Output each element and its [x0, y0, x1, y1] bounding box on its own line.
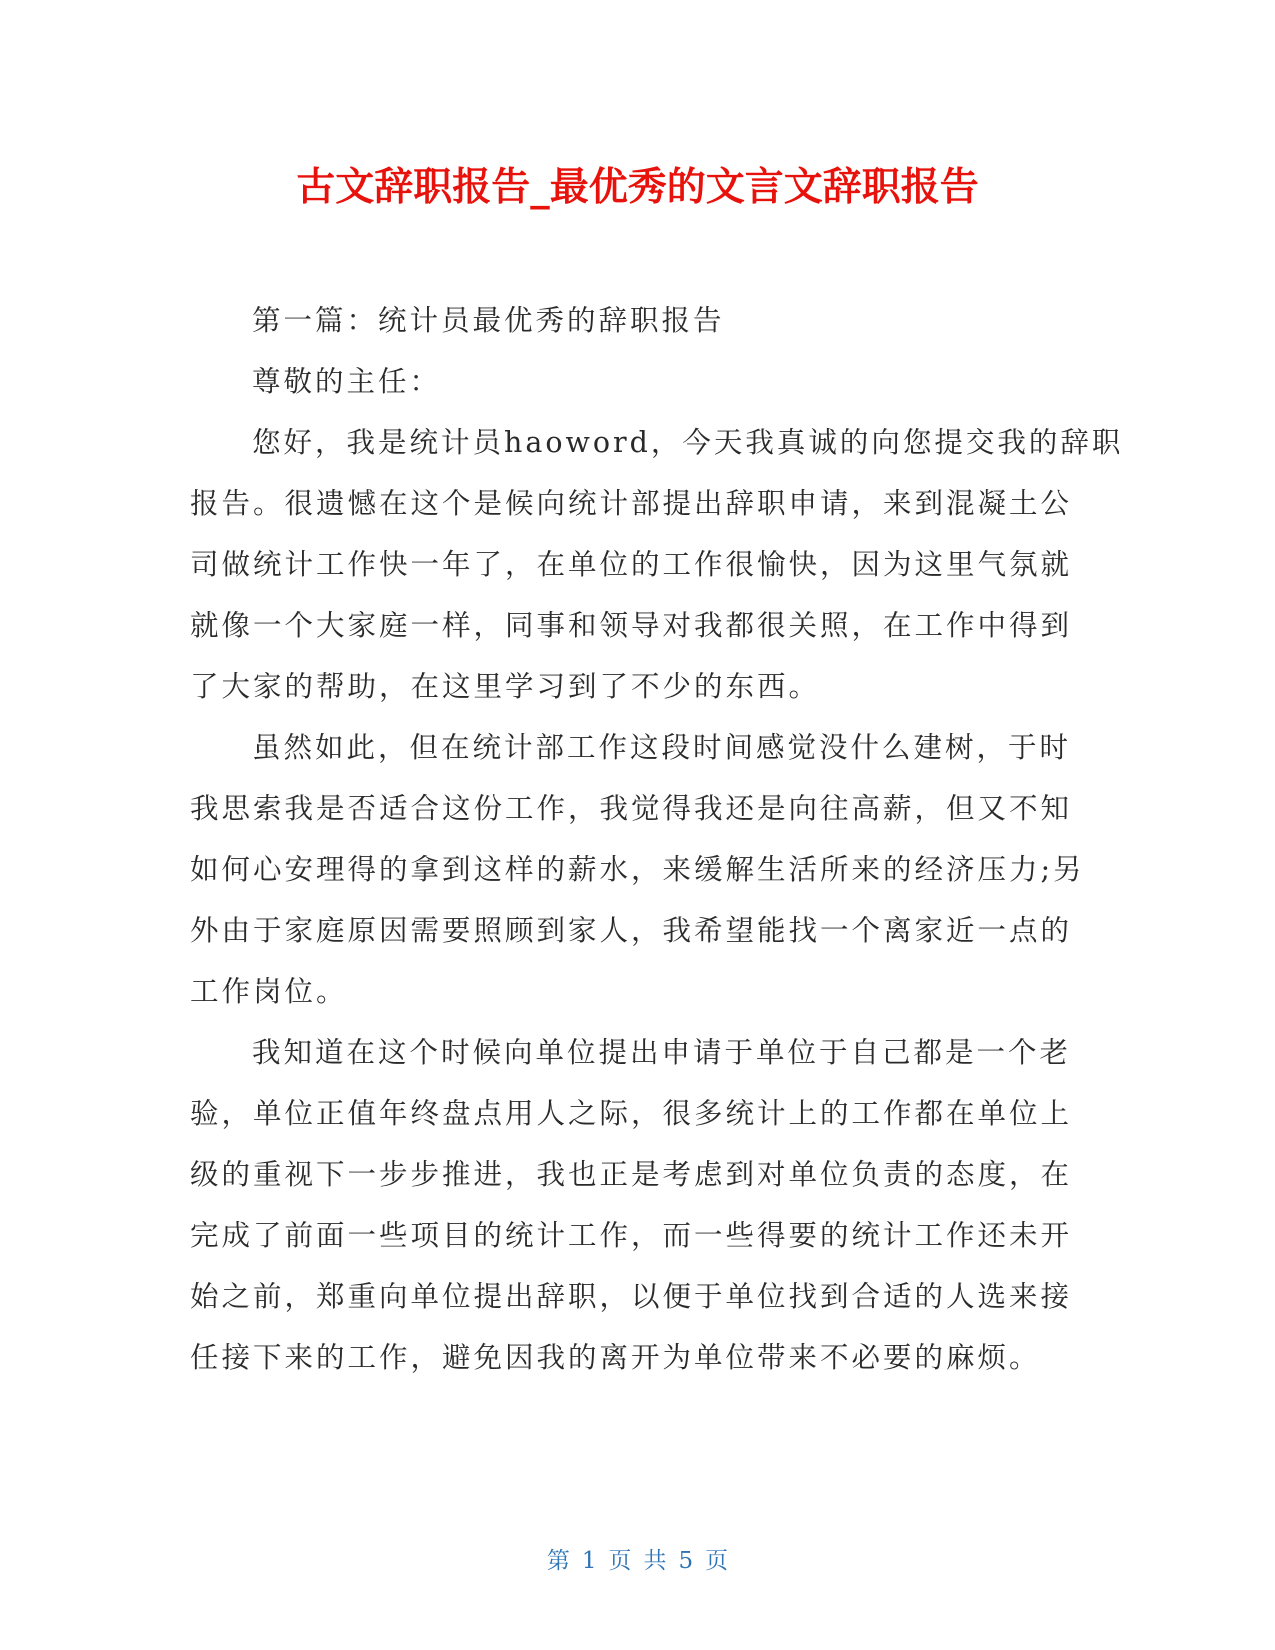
paragraph-1-line-4: 就像一个大家庭一样，同事和领导对我都很关照，在工作中得到: [190, 609, 1073, 642]
paragraph-1-line-2: 报告。很遗憾在这个是候向统计部提出辞职申请，来到混凝土公: [190, 487, 1073, 520]
paragraph-3-line-6: 任接下来的工作，避免因我的离开为单位带来不必要的麻烦。: [190, 1341, 1041, 1374]
section-heading: 第一篇：统计员最优秀的辞职报告: [252, 304, 725, 337]
paragraph-2-line-1: 虽然如此，但在统计部工作这段时间感觉没什么建树，于时: [252, 731, 1072, 764]
paragraph-3-line-4: 完成了前面一些项目的统计工作，而一些得要的统计工作还未开: [190, 1219, 1073, 1252]
document-title: 古文辞职报告_最优秀的文言文辞职报告: [296, 165, 979, 210]
paragraph-1-line-5: 了大家的帮助，在这里学习到了不少的东西。: [190, 670, 821, 703]
page-footer: [0, 1542, 1275, 1575]
salutation: 尊敬的主任：: [252, 365, 442, 398]
footer-page-suffix: 页: [705, 1548, 729, 1574]
paragraph-2-line-3: 如何心安理得的拿到这样的薪水，来缓解生活所来的经济压力;另: [190, 853, 1085, 886]
paragraph-2-line-2: 我思索我是否适合这份工作，我觉得我还是向往高薪，但又不知: [190, 792, 1073, 825]
footer-total-pages: 5: [678, 1548, 694, 1574]
paragraph-2-line-5: 工作岗位。: [190, 975, 348, 1008]
paragraph-3-line-2: 验，单位正值年终盘点用人之际，很多统计上的工作都在单位上: [190, 1097, 1073, 1130]
footer-page-prefix: 第: [546, 1548, 570, 1574]
paragraph-3-line-1: 我知道在这个时候向单位提出申请于单位于自己都是一个老: [252, 1036, 1072, 1069]
footer-page-number: 1: [581, 1548, 597, 1574]
paragraph-3-line-3: 级的重视下一步步推进，我也正是考虑到对单位负责的态度，在: [190, 1158, 1073, 1191]
paragraph-1-line-1: 您好，我是统计员haoword，今天我真诚的向您提交我的辞职: [252, 426, 1124, 459]
paragraph-3-line-5: 始之前，郑重向单位提出辞职，以便于单位找到合适的人选来接: [190, 1280, 1073, 1313]
footer-total-label: 共: [643, 1548, 667, 1574]
paragraph-1-line-3: 司做统计工作快一年了，在单位的工作很愉快，因为这里气氛就: [190, 548, 1073, 581]
document-body: [190, 290, 1124, 1388]
footer-page-mid: 页: [608, 1548, 632, 1574]
paragraph-2-line-4: 外由于家庭原因需要照顾到家人，我希望能找一个离家近一点的: [190, 914, 1073, 947]
